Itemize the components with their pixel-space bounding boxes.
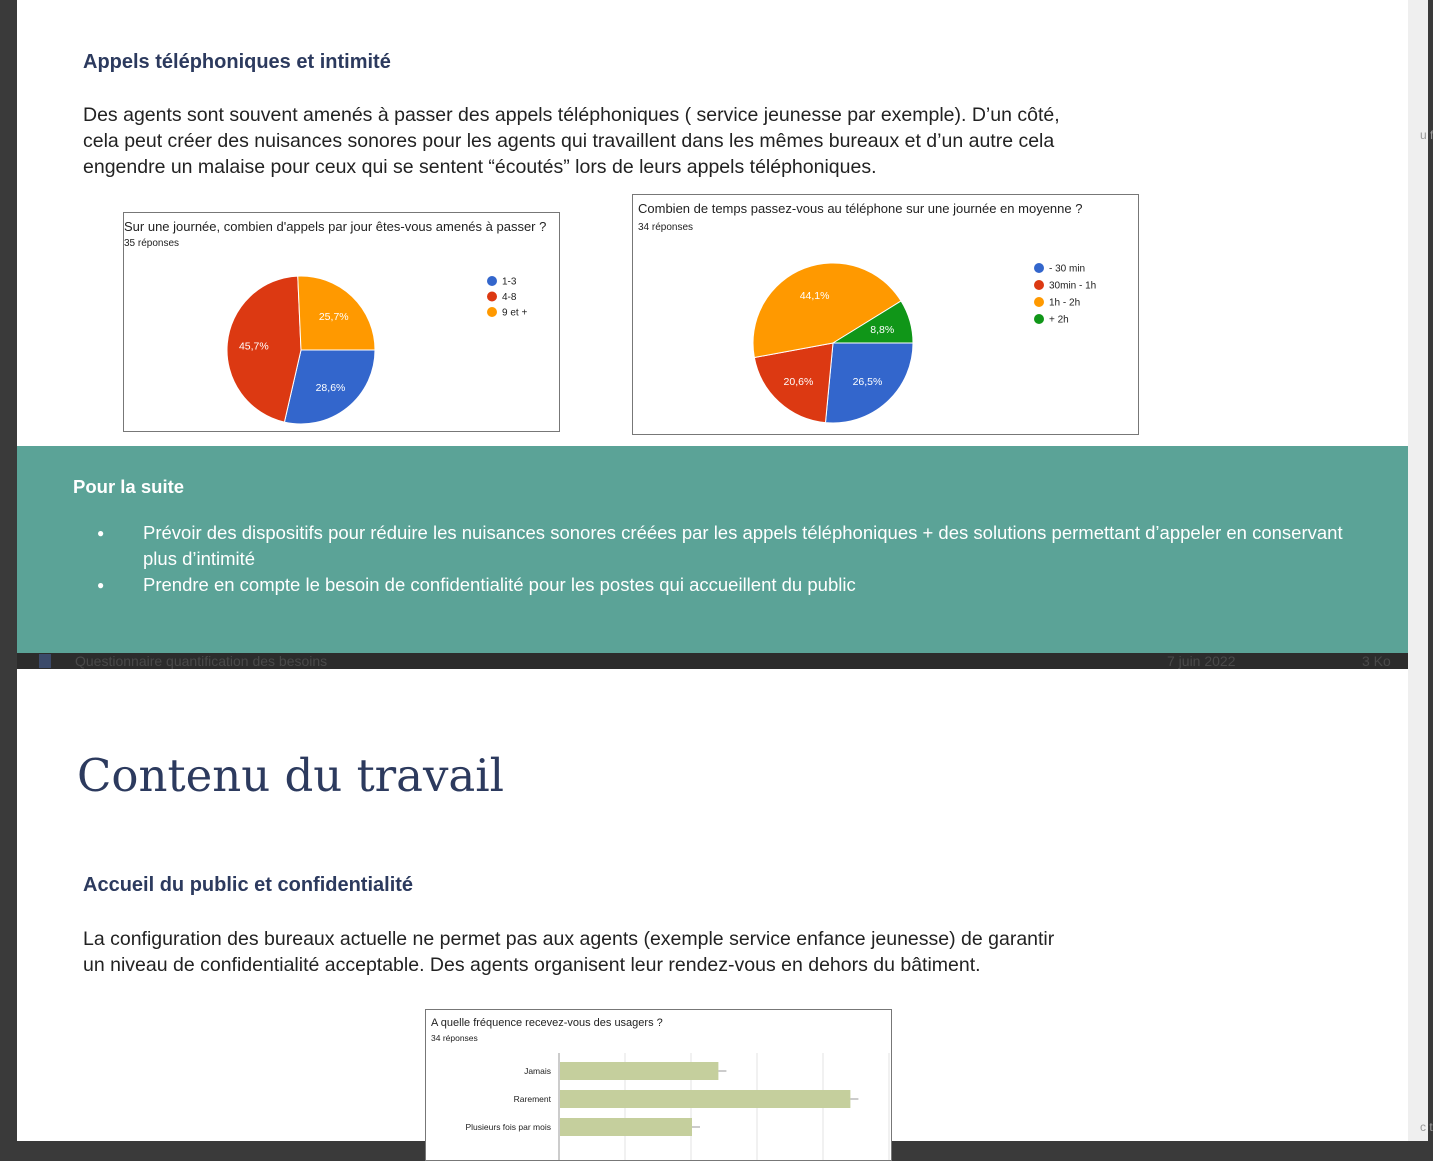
legend-label: - 30 min [1049,263,1086,275]
category-label: Plusieurs fois par mois [465,1122,551,1132]
chart-title: Sur une journée, combien d'appels par jour êtes-vous amenés à passer ? [124,219,547,234]
file-date: 7 juin 2022 [1167,653,1236,669]
legend-swatch [1034,297,1044,307]
section-heading: Appels téléphoniques et intimité [83,51,391,73]
slice-label: 28,6% [315,382,346,395]
legend-swatch [1034,280,1044,290]
paragraph-line: cela peut créer des nuisances sonores pour les agents qui travaillent dans les mêmes bureaux et d’un autre cela [83,130,1055,152]
slice-label: 25,7% [318,310,349,323]
background-window-edge [1408,0,1433,1141]
section-paragraph [83,102,1060,180]
legend-label: 30min - 1h [1049,280,1097,292]
duration-pie-chart [632,194,1139,435]
legend-label: 9 et + [502,307,528,319]
bar [560,1118,692,1136]
slice-label: 26,5% [852,375,883,388]
slice-label: 45,7% [238,340,269,353]
paragraph-line: La configuration des bureaux actuelle ne permet pas aux agents (exemple service enfance jeunesse) de garantir [83,928,1055,950]
legend-label: 1-3 [502,276,517,288]
pie-chart-svg [124,213,559,431]
chart-title: A quelle fréquence recevez-vous des usagers ? [431,1017,663,1029]
paragraph-line: un niveau de confidentialité acceptable. Des agents organisent leur rendez-vous en dehors du bâtiment. [83,954,981,976]
document-icon [39,654,51,668]
bar [560,1090,850,1108]
paragraph-line: engendre un malaise pour ceux qui se sentent “écoutés” lors de leurs appels téléphoniques. [83,156,877,178]
legend-swatch [1034,314,1044,324]
legend-label: + 2h [1049,314,1069,326]
chart-subtitle: 34 réponses [638,222,694,233]
next-steps-band [17,446,1408,653]
slice-label: 8,8% [870,324,895,337]
frequency-bar-chart [425,1009,892,1161]
slide-work-content [17,669,1408,1141]
section-paragraph [83,926,1054,978]
bar-chart-svg [426,1010,891,1160]
edge-text-fragment: u f [1420,128,1433,142]
calls-pie-chart [123,212,560,432]
bar [560,1062,718,1080]
slice-label: 20,6% [783,375,814,388]
edge-text-fragment: c t [1420,1120,1433,1134]
category-label: Jamais [524,1066,551,1076]
file-name: Questionnaire quantification des besoins [75,653,328,669]
legend-swatch [1034,263,1044,273]
list-item: ● Prévoir des dispositifs pour réduire les nuisances sonores créées par les appels téléphoniques + des solutions permettant d’appeler en conservant plus d’intimité [73,520,1363,572]
list-item: ● Prendre en compte le besoin de confidentialité pour les postes qui accueillent du public [73,572,1363,598]
slice-label: 44,1% [799,290,830,303]
chart-subtitle: 35 réponses [124,238,180,249]
category-label: Rarement [513,1094,551,1104]
chart-subtitle: 34 réponses [431,1033,478,1043]
file-size: 3 Ko [1362,653,1391,669]
legend-swatch [487,307,497,317]
next-steps-list [73,520,1363,598]
paragraph-line: Des agents sont souvent amenés à passer des appels téléphoniques ( service jeunesse par exemple). D’un côté, [83,104,1060,126]
legend-swatch [487,276,497,286]
band-title: Pour la suite [73,476,185,497]
page-title: Contenu du travail [77,749,505,802]
section-heading: Accueil du public et confidentialité [83,874,414,896]
slide-telephone [17,0,1408,446]
legend-swatch [487,292,497,302]
background-file-row[interactable] [17,653,1408,669]
legend-label: 1h - 2h [1049,297,1081,309]
legend-label: 4-8 [502,292,517,303]
chart-title: Combien de temps passez-vous au téléphone sur une journée en moyenne ? [638,201,1083,216]
pie-chart-svg [633,195,1138,434]
